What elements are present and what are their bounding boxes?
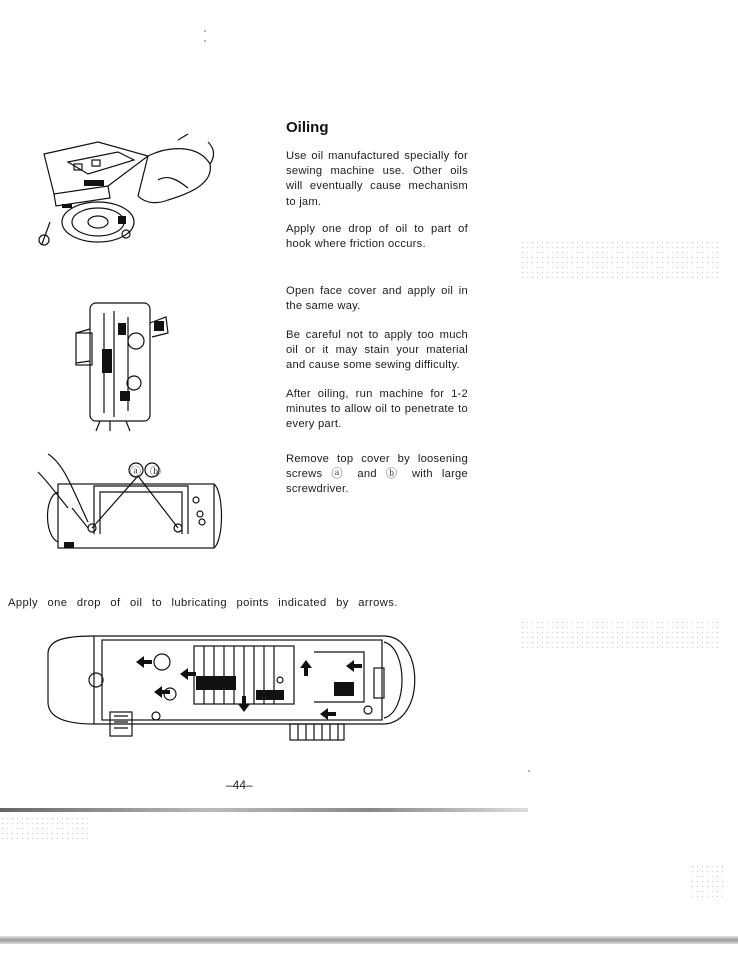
paragraph-oil-type: Use oil manufactured specially for sewing machine use. Other oils will eventually cause mechanism to jam. [286, 150, 468, 208]
top-cover-removal-illustration [28, 452, 228, 562]
instruction-lubricating-points: Apply one drop of oil to lubricating points indicated by arrows. [8, 597, 398, 609]
paragraph-face-cover: Open face cover and apply oil in the same way. [286, 285, 468, 313]
scan-noise-bottom-left [0, 816, 90, 842]
scan-speck [204, 30, 206, 32]
scan-band-divider [0, 808, 528, 812]
top-cover-screw-labels: ⓐ ⓑ [130, 466, 165, 478]
paragraph-after-oiling: After oiling, run machine for 1-2 minutes to allow oil to penetrate to every part. [286, 388, 468, 431]
hook-oiling-illustration [38, 134, 218, 254]
paragraph-hook-oiling: Apply one drop of oil to part of hook where friction occurs. [286, 223, 468, 251]
scan-bottom-edge [0, 936, 738, 944]
scan-speck [528, 770, 530, 772]
face-cover-mechanism-illustration [70, 293, 180, 433]
page-number: –44– [226, 778, 253, 792]
scan-speck [204, 40, 206, 42]
machine-top-view-illustration [44, 632, 428, 744]
scan-noise-mid-right [520, 620, 720, 650]
scan-noise-top-right [520, 240, 720, 280]
paragraph-top-cover: Remove top cover by loosening screws ⓐ and ⓑ with large screwdriver. [286, 453, 468, 496]
section-title: Oiling [286, 119, 329, 136]
scan-noise-bottom-right [690, 864, 726, 900]
paragraph-caution: Be careful not to apply too much oil or it may stain your material and cause some sewing difficulty. [286, 329, 468, 372]
